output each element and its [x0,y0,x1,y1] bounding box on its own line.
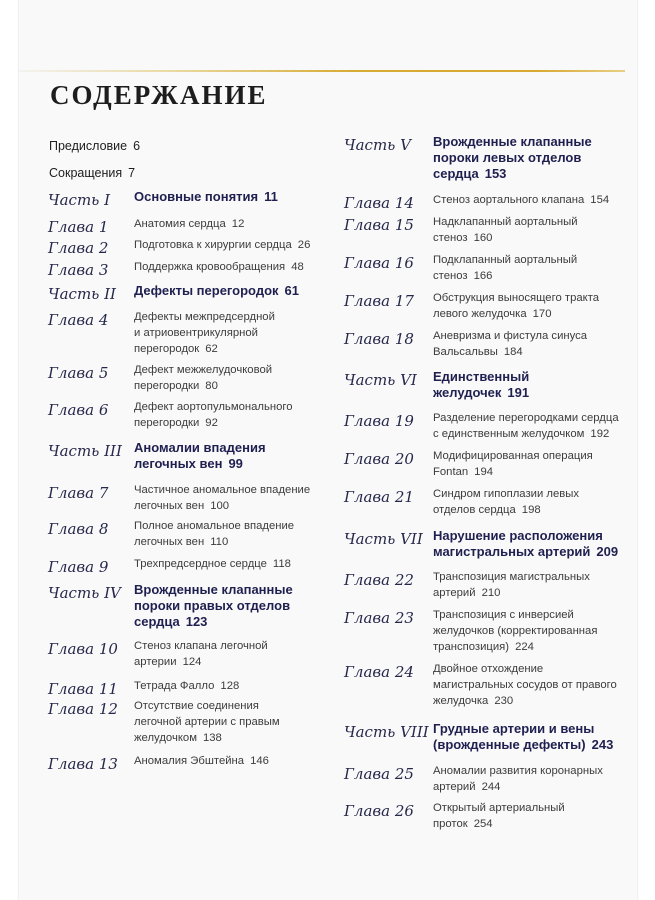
page-number: 12 [231,218,245,230]
title-line [433,639,632,655]
title-text: Тетрада Фалло [134,680,215,692]
title-line [433,328,632,344]
title-line [433,623,632,639]
title-text: Разделение перегородками сердца [433,412,619,424]
page-number: 254 [473,818,493,830]
page-number: 166 [473,270,493,282]
entry-text [134,399,333,431]
page-number: 210 [481,587,501,599]
chapter-label: Глава 4 [48,311,109,329]
chapter-label: Глава 12 [48,700,118,718]
chapter-label: Глава 5 [48,364,109,382]
chapter-label: Глава 1 [48,218,109,236]
title-text: стеноз [433,270,468,282]
title-text: проток [433,818,468,830]
title-text: желудочком [134,732,197,744]
title-text: перегородки [134,417,200,429]
entry-text [433,528,632,560]
page-number: 244 [481,781,501,793]
entry-text [134,753,333,769]
title-line [433,544,632,560]
part-label: Часть I [48,191,111,209]
entry-text [433,607,632,655]
title-text: Анатомия сердца [134,218,226,230]
page-number: 110 [210,536,229,548]
page-number: 198 [521,504,541,516]
entry-text [433,763,632,795]
title-text: Частичное аномальное впадение [134,484,311,496]
page-number: 26 [297,239,311,251]
chapter-label: Глава 7 [48,484,109,502]
title-text: артерий [433,587,476,599]
title-line [134,341,333,357]
title-text: Открытый артериальный [433,802,565,814]
entry-text [433,410,632,442]
title-line [134,753,333,769]
chapter-label: Глава 10 [48,640,118,658]
title-line [134,518,333,534]
chapter-label: Глава 11 [48,680,118,698]
title-text: желудочек [433,385,502,400]
title-line [134,556,333,572]
page-number: 100 [210,500,230,512]
page-number: 118 [272,558,291,570]
chapter-label: Глава 18 [344,330,414,348]
title-line [433,426,632,442]
title-line [134,482,333,498]
title-text: Аномалии развития коронарных [433,765,603,777]
chapter-label: Глава 8 [48,520,109,538]
entry-text [433,661,632,709]
title-line [134,378,333,394]
title-line [433,192,632,208]
title-line [433,166,632,182]
page-number: 153 [484,166,507,181]
page-number: 170 [532,308,552,320]
chapter-label: Глава 20 [344,450,414,468]
title-line [433,661,632,677]
page-number: 80 [205,380,218,392]
entry-text [433,369,632,401]
title-line [433,528,632,544]
title-text: и атриовентрикулярной [134,327,258,339]
page-number: 146 [250,755,269,767]
title-line [134,362,333,378]
title-line [433,252,632,268]
entry-text [433,486,632,518]
title-line [134,189,333,205]
title-line [433,448,632,464]
title-text: Аномалии впадения [134,440,266,455]
page-number: 11 [264,189,278,204]
chapter-label: Глава 21 [344,488,414,506]
title-line [134,399,333,415]
page-number: 209 [596,544,619,559]
title-text: желудочка [433,695,489,707]
title-text: Стеноз аортального клапана [433,194,585,206]
part-label: Часть VIII [344,723,429,741]
page-number: 154 [590,194,610,206]
title-line [134,259,333,275]
chapter-label: Глава 6 [48,401,109,419]
chapter-label: Глава 2 [48,239,109,257]
title-text: магистральных артерий [433,544,591,559]
title-line [433,779,632,795]
chapter-label: Глава 23 [344,609,414,627]
title-text: Отсутствие соединения [134,700,259,712]
title-text: артерий [433,781,476,793]
page-number: 128 [220,680,240,692]
title-text: Основные понятия [134,189,259,204]
chapter-label: Глава 13 [48,755,118,773]
page-number: 6 [133,139,141,153]
page-number: 191 [507,385,530,400]
entry-text [49,138,140,154]
title-text: Аномалия Эбштейна [134,755,245,767]
entry-text [433,290,632,322]
part-label: Часть V [344,136,411,154]
title-text: Транспозиция с инверсией [433,609,574,621]
title-text: отделов сердца [433,504,516,516]
title-line [134,654,333,670]
title-text: Дефект межжелудочковой [134,364,273,376]
gold-rule [19,70,625,72]
title-line [134,440,333,456]
title-text: Вальсальвы [433,346,498,358]
title-text: Модифицированная операция [433,450,593,462]
title-line [433,607,632,623]
title-text: Поддержка кровообращения [134,261,286,273]
page-number: 123 [185,614,208,629]
title-line [433,230,632,246]
entry-text [134,440,333,472]
title-text: Стеноз клапана легочной [134,640,268,652]
title-text: перегородки [134,380,200,392]
title-text: пороки левых отделов [433,150,582,165]
title-line [433,306,632,322]
title-line [433,150,632,166]
page-number: 184 [503,346,523,358]
page-number: 194 [474,466,494,478]
title-text: транспозиция) [433,641,510,653]
title-line [433,502,632,518]
title-text: Дефекты перегородок [134,283,279,298]
page-number: 99 [228,456,243,471]
title-text: Единственный [433,369,530,384]
title-text: Fontan [433,466,469,478]
entry-text [134,216,333,232]
title-line [433,763,632,779]
entry-text [134,283,333,299]
title-line [433,486,632,502]
title-line [433,677,632,693]
title-text: сердца [433,166,479,181]
book-page [19,0,637,900]
page-number: 160 [473,232,493,244]
entry-title: Сокращения [49,166,123,180]
part-label: Часть IV [48,584,121,602]
chapter-label: Глава 22 [344,571,414,589]
title-line [433,344,632,360]
title-line [134,534,333,550]
part-label: Часть II [48,285,116,303]
title-line [433,385,632,401]
chapter-label: Глава 15 [344,216,414,234]
title-text: Двойное отхождение [433,663,544,675]
page-number: 224 [515,641,534,653]
title-text: Врожденные клапанные [433,134,592,149]
entry-text [134,518,333,550]
title-line [433,464,632,480]
title-line [134,582,333,598]
entry-text [433,800,632,832]
title-line [134,325,333,341]
title-text: Надклапанный аортальный [433,216,578,228]
part-label: Часть VI [344,371,417,389]
title-text: Дефекты межпредсердной [134,311,275,323]
chapter-label: Глава 25 [344,765,414,783]
title-text: артерии [134,656,177,668]
entry-text [134,556,333,572]
title-line [134,216,333,232]
page-number: 61 [284,283,299,298]
entry-text [49,165,135,181]
chapter-label: Глава 17 [344,292,414,310]
title-text: Подготовка к хирургии сердца [134,239,292,251]
title-text: легочных вен [134,500,205,512]
entry-text [134,362,333,394]
title-line [433,585,632,601]
title-text: (врожденные дефекты) [433,737,586,752]
chapter-label: Глава 19 [344,412,414,430]
entry-text [134,259,333,275]
entry-text [433,252,632,284]
entry-text [433,721,632,753]
title-line [134,283,333,299]
contents-title: СОДЕРЖАНИЕ [50,80,268,110]
title-line [134,714,333,730]
title-text: легочной артерии с правым [134,716,280,728]
title-text: Аневризма и фистула синуса [433,330,588,342]
chapter-label: Глава 16 [344,254,414,272]
chapter-label: Глава 9 [48,558,109,576]
entry-text [134,638,333,670]
title-line [134,698,333,714]
page-number: 62 [205,343,218,355]
title-line [134,415,333,431]
title-text: пороки правых отделов [134,598,291,613]
title-text: сердца [134,614,180,629]
title-line [134,614,333,630]
entry-text [433,134,632,182]
title-text: Подклапанный аортальный [433,254,578,266]
page-number: 243 [591,737,614,752]
title-text: Трехпредсердное сердце [134,558,267,570]
chapter-label: Глава 3 [48,261,109,279]
page-number: 192 [590,428,610,440]
title-line [433,816,632,832]
title-text: Дефект аортопульмонального [134,401,293,413]
part-label: Часть III [48,442,122,460]
chapter-label: Глава 26 [344,802,414,820]
page-number: 48 [291,261,304,273]
entry-text [433,328,632,360]
title-line [134,598,333,614]
title-line [433,290,632,306]
title-line [134,456,333,472]
title-line [433,693,632,709]
entry-text [134,582,333,630]
page-number: 92 [205,417,218,429]
entry-text [433,214,632,246]
entry-text [134,309,333,357]
chapter-label: Глава 14 [344,194,414,212]
title-line [134,730,333,746]
page-number: 230 [494,695,514,707]
entry-text [134,189,333,205]
part-label: Часть VII [344,530,423,548]
entry-text [433,448,632,480]
page-number: 138 [202,732,222,744]
entry-text [134,678,333,694]
page-number: 7 [128,166,136,180]
title-text: левого желудочка [433,308,527,320]
title-line [433,737,632,753]
entry-title: Предисловие [49,139,128,153]
entry-text [134,237,333,253]
title-text: Транспозиция магистральных [433,571,590,583]
title-line [433,721,632,737]
title-line [134,498,333,514]
title-line [433,410,632,426]
title-line [433,214,632,230]
entry-text [134,698,333,746]
title-text: желудочков (корректированная [433,625,598,637]
title-text: легочных вен [134,456,223,471]
title-text: Нарушение расположения [433,528,603,543]
title-text: с единственным желудочком [433,428,585,440]
title-text: легочных вен [134,536,205,548]
chapter-label: Глава 24 [344,663,414,681]
title-line [433,800,632,816]
title-text: Синдром гипоплазии левых [433,488,580,500]
title-line [134,309,333,325]
title-text: Полное аномальное впадение [134,520,295,532]
title-line [433,369,632,385]
title-text: магистральных сосудов от правого [433,679,617,691]
title-line [433,134,632,150]
entry-text [134,482,333,514]
entry-text [433,569,632,601]
title-text: Врожденные клапанные [134,582,293,597]
title-text: стеноз [433,232,468,244]
title-line [433,569,632,585]
entry-text [433,192,632,208]
title-line [433,268,632,284]
title-line [134,237,333,253]
page-number: 124 [182,656,202,668]
title-text: перегородок [134,343,200,355]
title-line [134,678,333,694]
title-line [134,638,333,654]
title-text: Грудные артерии и вены [433,721,595,736]
title-text: Обструкция выносящего тракта [433,292,600,304]
